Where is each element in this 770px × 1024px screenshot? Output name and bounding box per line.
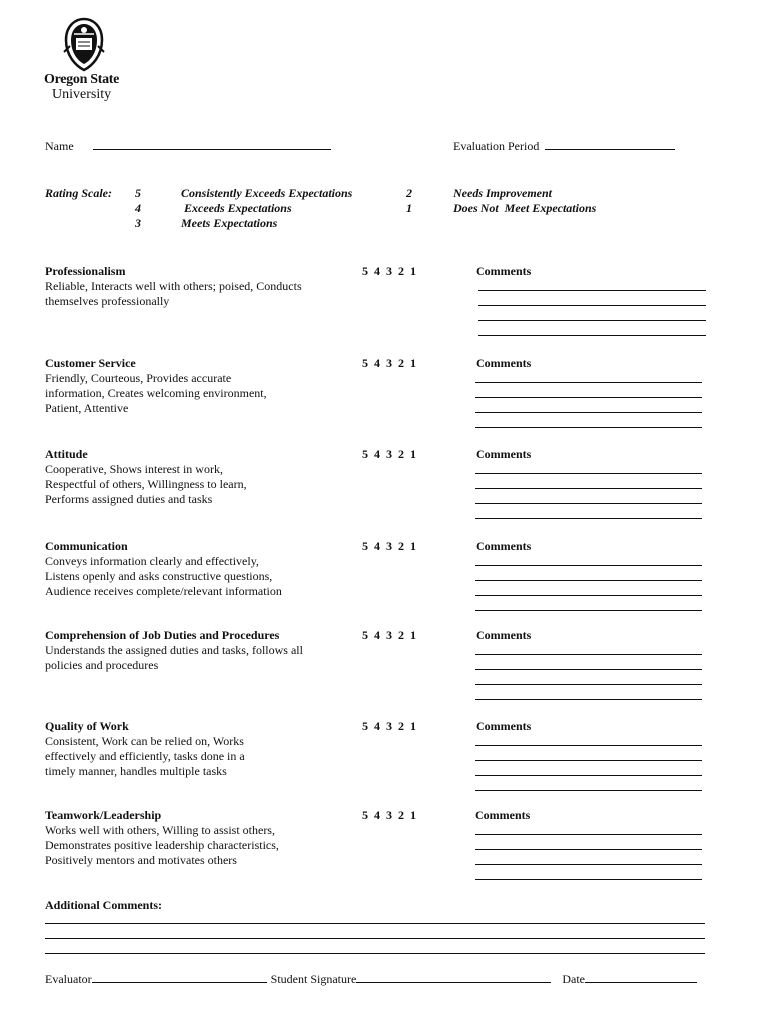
additional-comment-line[interactable] <box>45 923 705 924</box>
student-signature-label: Student Signature <box>270 972 357 986</box>
rating-options-quality-of-work[interactable]: 5 4 3 2 1 <box>362 719 416 733</box>
criterion-desc-line: effectively and efficiently, tasks done in a <box>45 749 245 763</box>
additional-comments-label: Additional Comments: <box>45 898 163 912</box>
evaluation-period-field[interactable] <box>453 139 675 154</box>
criterion-title: Professionalism <box>45 264 126 278</box>
comments-label: Comments <box>475 808 531 822</box>
comment-line[interactable] <box>475 760 702 761</box>
scale-text-4: Exceeds Expectations <box>184 201 292 215</box>
signature-row <box>45 972 697 987</box>
criterion-title: Attitude <box>45 447 88 461</box>
criterion-quality-of-work <box>45 719 245 779</box>
comments-label: Comments <box>476 719 532 733</box>
rating-options-teamwork-leadership[interactable]: 5 4 3 2 1 <box>362 808 416 822</box>
criterion-comprehension <box>45 628 303 673</box>
name-field[interactable] <box>45 139 331 154</box>
scale-text-5: Consistently Exceeds Expectations <box>181 186 353 200</box>
criterion-communication <box>45 539 282 599</box>
comment-line[interactable] <box>475 849 702 850</box>
scale-text-1: Does Not Meet Expectations <box>453 201 597 215</box>
comments-label: Comments <box>476 264 532 278</box>
criterion-customer-service <box>45 356 267 416</box>
comment-line[interactable] <box>475 565 702 566</box>
osu-seal-icon <box>62 16 106 72</box>
criterion-title: Teamwork/Leadership <box>45 808 162 822</box>
comment-line[interactable] <box>475 382 702 383</box>
criterion-title: Customer Service <box>45 356 136 370</box>
criterion-desc-line: Consistent, Work can be relied on, Works <box>45 734 244 748</box>
comment-line[interactable] <box>478 320 706 321</box>
comment-line[interactable] <box>475 427 702 428</box>
criterion-teamwork-leadership <box>45 808 279 868</box>
scale-text-3: Meets Expectations <box>181 216 278 230</box>
additional-comment-line[interactable] <box>45 938 705 939</box>
comment-line[interactable] <box>478 335 706 336</box>
comment-line[interactable] <box>475 669 702 670</box>
criterion-desc-line: Positively mentors and motivates others <box>45 853 237 867</box>
comments-label: Comments <box>476 356 532 370</box>
date-label: Date <box>562 972 585 986</box>
comment-line[interactable] <box>475 595 702 596</box>
criterion-title: Quality of Work <box>45 719 129 733</box>
criterion-desc-line: themselves professionally <box>45 294 170 308</box>
criterion-desc-line: Respectful of others, Willingness to learn, <box>45 477 247 491</box>
rating-scale-label: Rating Scale: <box>45 186 113 200</box>
comment-line[interactable] <box>475 864 702 865</box>
comment-line[interactable] <box>478 305 706 306</box>
comment-line[interactable] <box>475 654 702 655</box>
osu-logo <box>42 16 132 106</box>
rating-options-attitude[interactable]: 5 4 3 2 1 <box>362 447 416 461</box>
logo-text-line2: University <box>52 87 112 102</box>
comment-line[interactable] <box>475 834 702 835</box>
criterion-desc-line: Patient, Attentive <box>45 401 129 415</box>
criterion-desc-line: Works well with others, Willing to assist others, <box>45 823 275 837</box>
comment-line[interactable] <box>478 290 706 291</box>
comment-line[interactable] <box>475 580 702 581</box>
name-label: Name <box>45 139 74 153</box>
criterion-desc-line: Listens openly and asks constructive questions, <box>45 569 273 583</box>
criterion-desc-line: Conveys information clearly and effectively, <box>45 554 259 568</box>
criterion-desc-line: Audience receives complete/relevant information <box>45 584 282 598</box>
rating-options-professionalism[interactable]: 5 4 3 2 1 <box>362 264 416 278</box>
scale-text-2: Needs Improvement <box>453 186 552 200</box>
criterion-desc-line: information, Creates welcoming environment, <box>45 386 267 400</box>
scale-num-1: 1 <box>406 201 412 215</box>
comment-line[interactable] <box>475 879 702 880</box>
comments-label: Comments <box>476 539 532 553</box>
criterion-title: Communication <box>45 539 128 553</box>
rating-options-comprehension[interactable]: 5 4 3 2 1 <box>362 628 416 642</box>
comment-line[interactable] <box>475 790 702 791</box>
comment-line[interactable] <box>475 412 702 413</box>
scale-num-5: 5 <box>135 186 141 200</box>
criterion-desc-line: Understands the assigned duties and tasks, follows all <box>45 643 303 657</box>
rating-options-communication[interactable]: 5 4 3 2 1 <box>362 539 416 553</box>
comment-line[interactable] <box>475 699 702 700</box>
student-signature-line[interactable] <box>356 972 551 983</box>
criterion-desc-line: Friendly, Courteous, Provides accurate <box>45 371 232 385</box>
scale-num-4: 4 <box>135 201 141 215</box>
criterion-desc-line: Cooperative, Shows interest in work, <box>45 462 223 476</box>
evaluation-period-label: Evaluation Period <box>453 139 540 153</box>
criterion-desc-line: Demonstrates positive leadership characteristics, <box>45 838 279 852</box>
additional-comment-line[interactable] <box>45 953 705 954</box>
evaluator-label: Evaluator <box>45 972 92 986</box>
comment-line[interactable] <box>475 397 702 398</box>
criterion-title: Comprehension of Job Duties and Procedures <box>45 628 280 642</box>
comment-line[interactable] <box>475 518 702 519</box>
logo-text-line1: Oregon State <box>44 72 120 87</box>
comments-label: Comments <box>476 628 532 642</box>
comment-line[interactable] <box>475 473 702 474</box>
comments-label: Comments <box>476 447 532 461</box>
criterion-desc-line: policies and procedures <box>45 658 159 672</box>
comment-line[interactable] <box>475 610 702 611</box>
evaluator-signature-line[interactable] <box>92 972 267 983</box>
scale-num-2: 2 <box>406 186 412 200</box>
criterion-desc-line: Performs assigned duties and tasks <box>45 492 213 506</box>
criterion-attitude <box>45 447 247 507</box>
name-input-line[interactable] <box>93 139 331 150</box>
comment-line[interactable] <box>475 684 702 685</box>
comment-line[interactable] <box>475 745 702 746</box>
date-line[interactable] <box>585 972 697 983</box>
criterion-desc-line: timely manner, handles multiple tasks <box>45 764 227 778</box>
criterion-professionalism <box>45 264 302 309</box>
comment-line[interactable] <box>475 503 702 504</box>
comment-line[interactable] <box>475 488 702 489</box>
evaluation-period-input-line[interactable] <box>545 139 675 150</box>
scale-num-3: 3 <box>135 216 141 230</box>
criterion-desc-line: Reliable, Interacts well with others; poised, Conducts <box>45 279 302 293</box>
rating-options-customer-service[interactable]: 5 4 3 2 1 <box>362 356 416 370</box>
comment-line[interactable] <box>475 775 702 776</box>
